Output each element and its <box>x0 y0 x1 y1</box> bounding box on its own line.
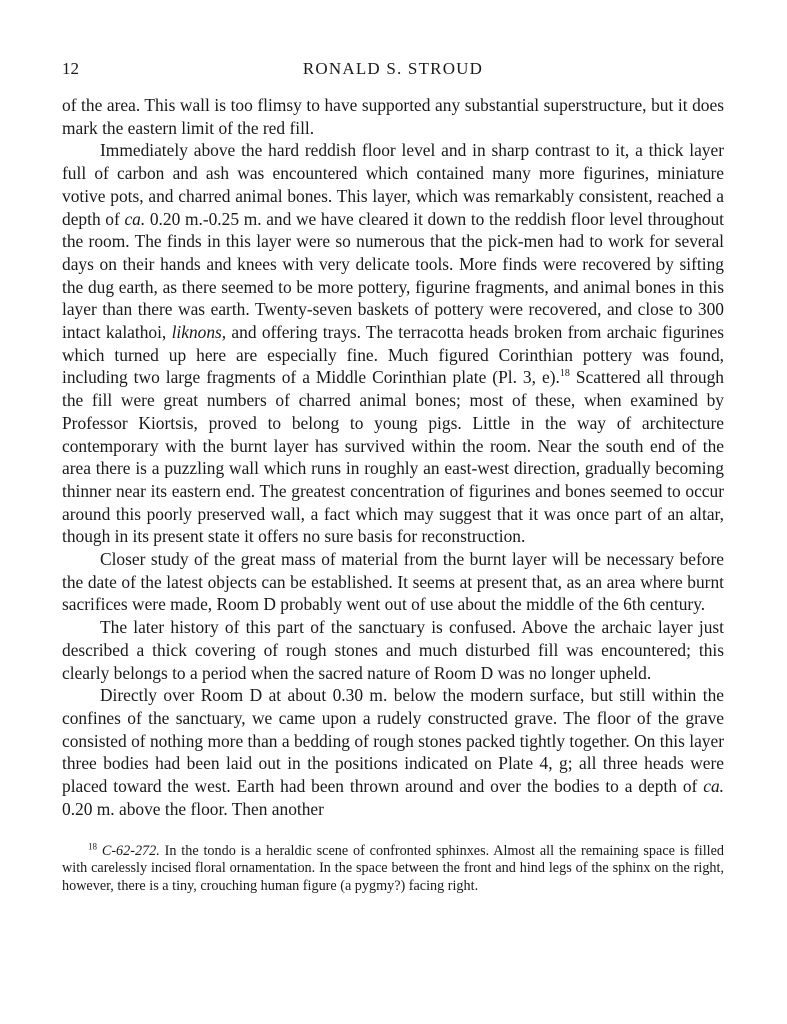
term-liknons: liknons, <box>171 322 227 343</box>
footnote-18 <box>62 840 725 896</box>
paragraph-4: The later history of this part of the sanctuary is confused. Above the archaic layer just described a thick covering of rough stones and much disturbed fill was encountered; this clearly belongs to a period when the sacred nature of Room D was no longer upheld. <box>62 617 724 683</box>
paragraph-5: Directly over Room D at about 0.30 m. below the modern surface, but still within the confines of the sanctuary, we came upon a rudely constructed grave. The floor of the grave consisted of nothing more than a bedding of rough stones packed tightly together. On this layer three bodies had been laid out in the positions indicated on Plate 4, g; all three heads were placed toward the west. Earth had been thrown around and over the bodies to a depth of ca. 0.20 m. above the floor. Then another <box>62 685 724 819</box>
footnote-number: 18 <box>88 840 97 851</box>
footnote-catalog-ref: C-62-272. <box>101 842 160 859</box>
footnote-ref[interactable]: 18 <box>559 368 570 380</box>
paragraph-3: Closer study of the great mass of material from the burnt layer will be necessary before the date of the latest objects can be established. It seems at present that, as an area where burnt sacrifices were made, Room D probably went out of use about the middle of the 6th century. <box>62 549 724 615</box>
abbrev-ca: ca. <box>124 208 146 229</box>
page <box>62 56 724 895</box>
page-number: 12 <box>62 59 79 78</box>
paragraph-1: of the area. This wall is too flimsy to have supported any substantial superstructure, but it does mark the eastern limit of the red fill. <box>62 95 724 138</box>
paragraph-2: Immediately above the hard reddish floor level and in sharp contrast to it, a thick layer full of carbon and ash was encountered which contained many more figurines, miniature votive pots, and charred animal bones. This layer, which was remarkably consistent, reached a depth of ca. 0.20 m.-0.25 m. and we have cleared it down to the reddish floor level throughout the room. The finds in this layer were so numerous that the pick-men had to work for several days on their hands and knees with very delicate tools. More finds were recovered by sifting the dug earth, as there seemed to be more pottery, figurine fragments, and animal bones in this layer than there was earth. Twenty-seven baskets of pottery were recovered, and close to 300 intact kalathoi, liknons, and offering trays. The terracotta heads broken from archaic figurines which turned up here are especially fine. Much figured Corinthian pottery was found, including two large fragments of a Middle Corinthian plate (Pl. 3, e).$^{18}$ Scattered all through the fill were great numbers of charred animal bones; most of these, when examined by Professor Kiortsis, proved to belong to young pigs. Little in the way of architecture contemporary with the burnt layer has survived within the room. Near the south end of the area there is a puzzling wall which runs in roughly an east-west direction, gradually becoming thinner near its eastern end. The greatest concentration of figurines and bones seemed to occur around this poorly preserved wall, a fact which may suggest that it was once part of an altar, though in its present state it offers no sure basis for reconstruction. <box>62 140 724 547</box>
footnote-text: In the tondo is a heraldic scene of confronted sphinxes. Almost all the remaining space is filled with carelessly incised floral ornamentation. In the space between the front and hind legs of the sphinx on the right, however, there is a tiny, crouching human figure (a pygmy?) facing right. <box>62 842 725 894</box>
running-title: RONALD S. STROUD <box>302 59 484 78</box>
abbrev-ca: ca. <box>703 776 724 797</box>
running-head <box>62 56 724 82</box>
footnotes <box>62 840 725 896</box>
body-text <box>62 94 724 821</box>
